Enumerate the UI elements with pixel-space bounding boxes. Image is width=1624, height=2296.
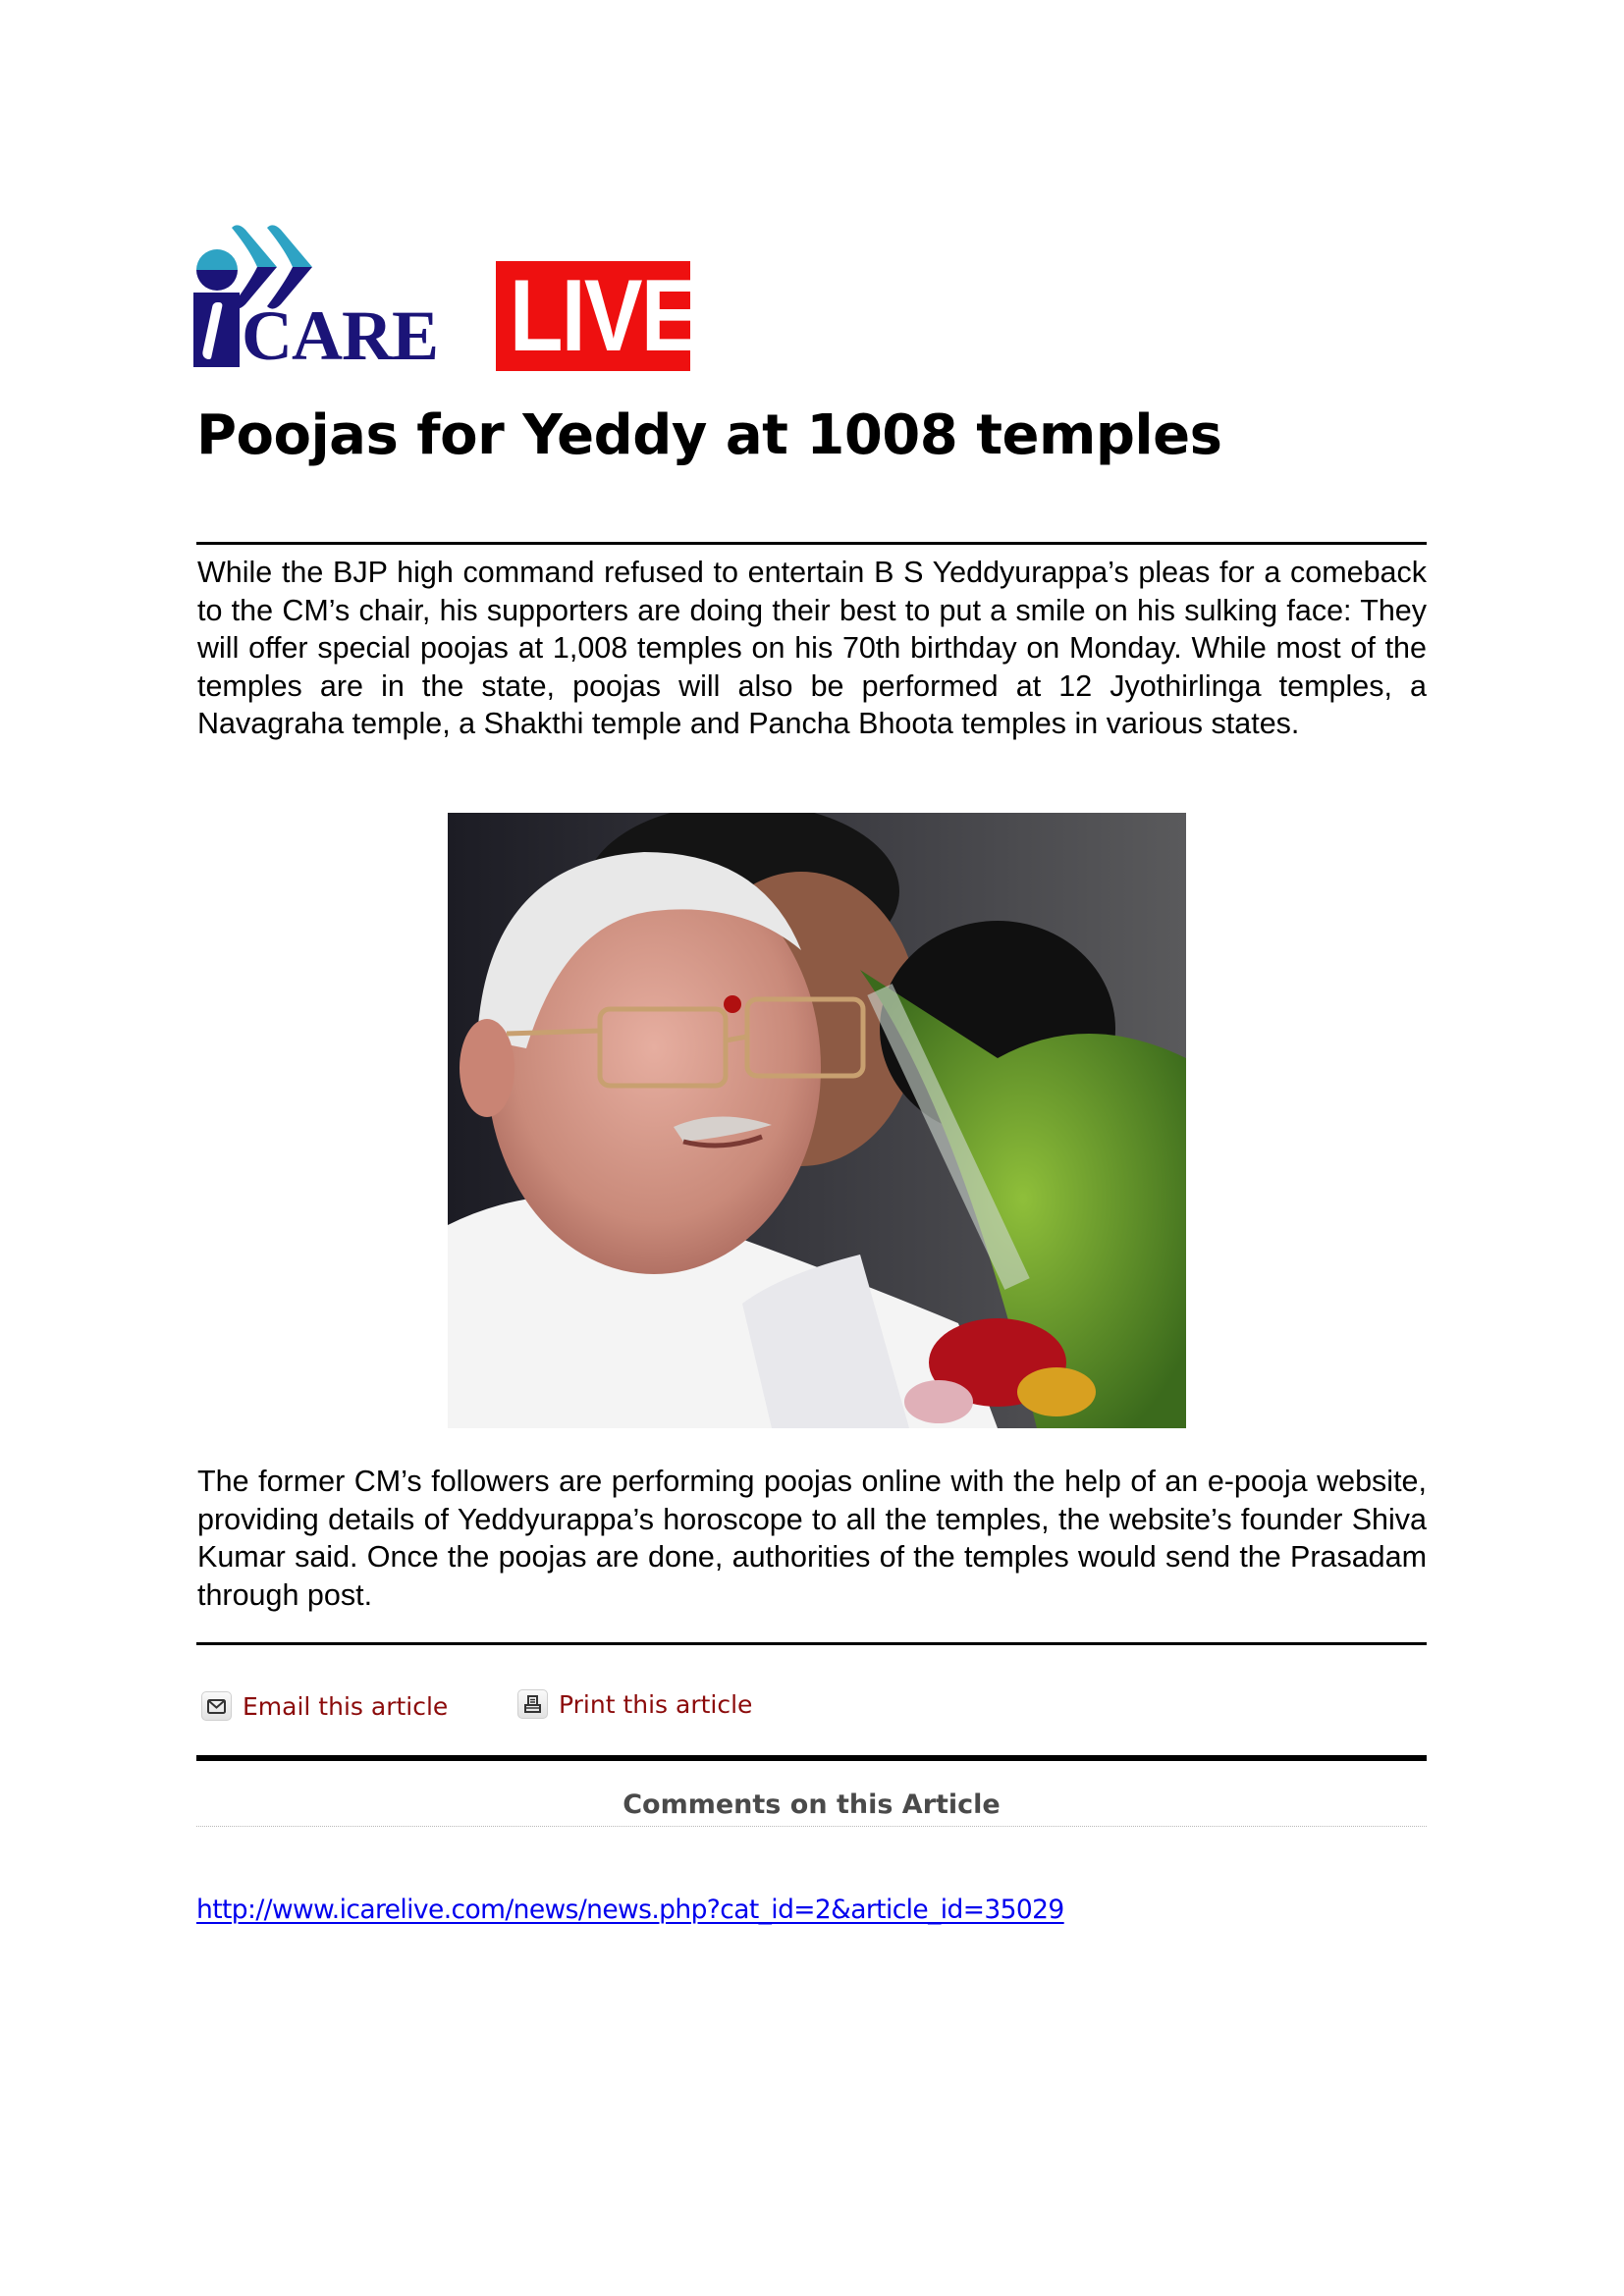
print-article-link[interactable] (517, 1689, 752, 1719)
divider (196, 1642, 1427, 1645)
logo-live-text: LIVE (509, 259, 698, 373)
logo-i-mark (193, 293, 240, 367)
article-paragraph: The former CM’s followers are performing poojas online with the help of an e-pooja website, providing details of Yeddyurappa’s horoscope to all the temples, the website’s founder Shiva Kumar said. Once the poojas are done, authorities of the temples would send the Prasadam through post. (197, 1465, 1427, 1612)
comments-heading: Comments on this Article (623, 1789, 1001, 1820)
icarelive-logo (192, 224, 698, 375)
article-paragraph: While the BJP high command refused to entertain B S Yeddyurappa’s pleas for a comeback to the CM’s chair, his supporters are doing their best to put a smile on his sulking face: They will offer special poojas at 1,008 temples on his 70th birthday on Monday. While most of the temples are in the state, poojas will also be performed at 12 Jyothirlinga temples, a Navagraha temple, a Shakthi temple and Pancha Bhoota temples in various states. (197, 556, 1427, 741)
email-article-label: Email this article (243, 1691, 449, 1721)
comments-divider (196, 1826, 1427, 1827)
email-article-link[interactable] (201, 1691, 448, 1721)
divider (196, 542, 1427, 545)
logo-live-badge (496, 259, 698, 373)
article-photo (448, 813, 1186, 1428)
portrait-image (448, 813, 1186, 1428)
print-article-label: Print this article (559, 1689, 753, 1719)
article-title: Poojas for Yeddy at 1008 temples (196, 403, 1222, 467)
logo-care-text: CARE (242, 296, 439, 375)
source-url-link[interactable]: http://www.icarelive.com/news/news.php?cat_id=2&article_id=35029 (196, 1895, 1064, 1925)
envelope-icon (201, 1691, 232, 1721)
divider-thick (196, 1755, 1427, 1761)
printer-icon (517, 1689, 548, 1719)
